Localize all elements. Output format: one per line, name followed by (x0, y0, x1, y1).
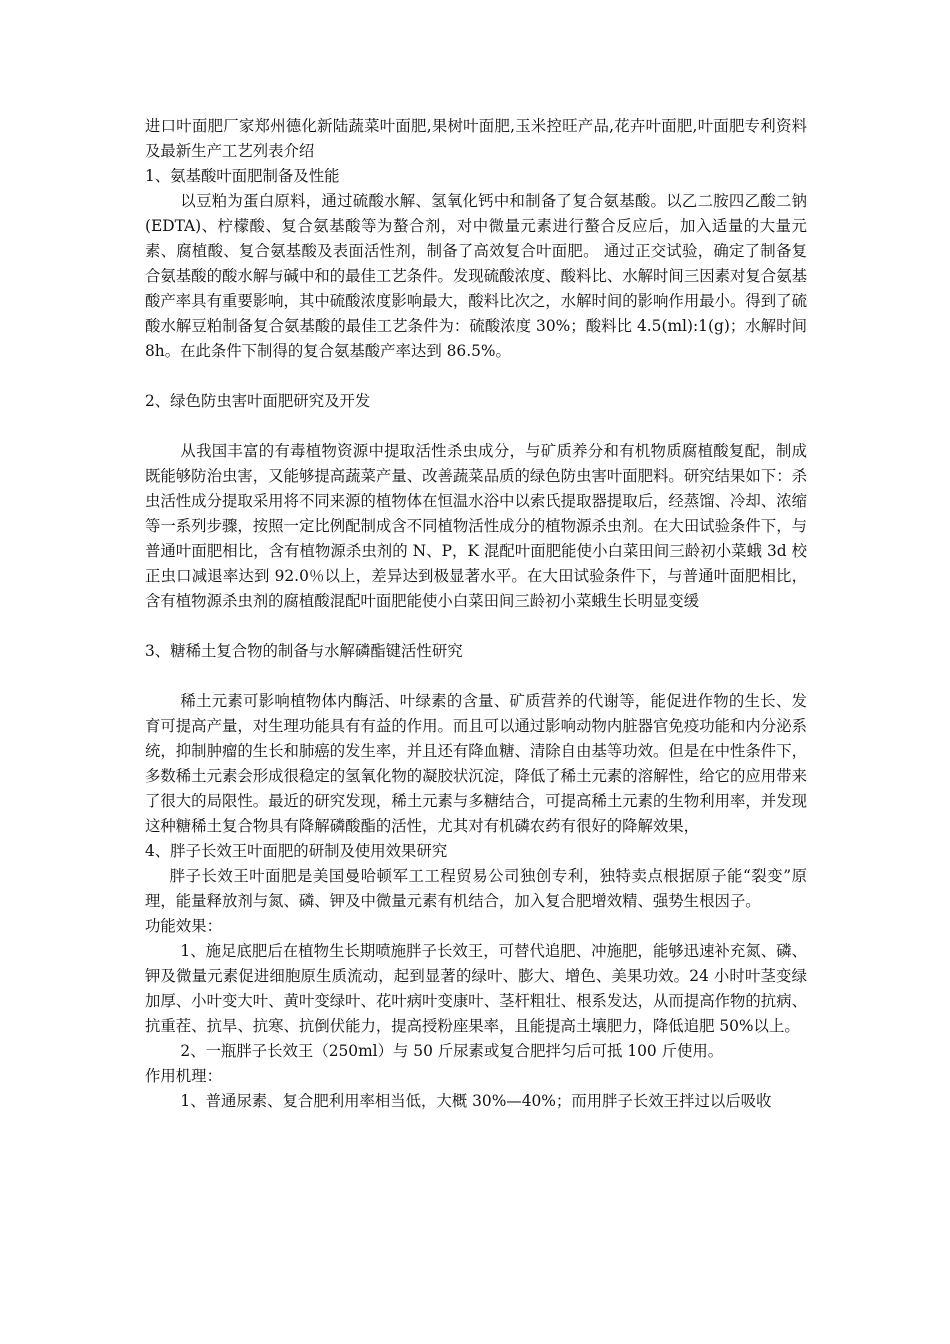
section-2-paragraph: 从我国丰富的有毒植物资源中提取活性杀虫成分，与矿质养分和有机物质腐植酸复配，制成既能够防治虫害，又能够提高蔬菜产量、改善蔬菜品质的绿色防虫害叶面肥料。研究结果如下：杀虫活性成分提取采用将不同来源的植物体在恒温水浴中以索氏提取器提取后，经蒸馏、冷却、浓缩等一系列步骤，按照一定比例配制成含不同植物活性成分的植物源杀虫剂。在大田试验条件下，与普通叶面肥相比，含有植物源杀虫剂的 N、P，K 混配叶面肥能使小白菜田间三龄初小菜蛾 3d 校正虫口减退率达到 92.0％以上，差异达到极显著水平。在大田试验条件下，与普通叶面肥相比，含有植物源杀虫剂的腐植酸混配叶面肥能使小白菜田间三龄初小菜蛾生长明显变缓 (145, 442, 807, 610)
function-effects-label: 功能效果： (145, 917, 222, 935)
function-item-1: 1、施足底肥后在植物生长期喷施胖子长效王，可替代追肥、冲施肥，能够迅速补充氮、磷、钾及微量元素促进细胞原生质流动，起到显著的绿叶、膨大、增色、美果功效。24 小时叶茎变绿加厚、小叶变大叶、黄叶变绿叶、花叶病叶变康叶、茎杆粗壮、根系发达，从而提高作物的抗病、抗重茬、抗旱、抗寒、抗倒伏能力，提高授粉座果率，且能提高土壤肥力，降低追肥 50%以上。 (145, 942, 807, 1035)
document-title: 进口叶面肥厂家郑州德化新陆蔬菜叶面肥,果树叶面肥,玉米控旺产品,花卉叶面肥,叶面肥专利资料及最新生产工艺列表介绍 (145, 117, 807, 160)
section-1-heading: 1、氨基酸叶面肥制备及性能 (145, 167, 340, 185)
section-4-heading: 4、胖子长效王叶面肥的研制及使用效果研究 (145, 842, 448, 860)
mechanism-item-1: 1、普通尿素、复合肥利用率相当低，大概 30%—40%；而用胖子长效王拌过以后吸收 (180, 1092, 772, 1110)
section-1-paragraph: 以豆粕为蛋白原料，通过硫酸水解、氢氧化钙中和制备了复合氨基酸。以乙二胺四乙酸二钠(EDTA)、柠檬酸、复合氨基酸等为螯合剂，对中微量元素进行螯合反应后，加入适量的大量元素、腐植酸、复合氨基酸及表面活性剂，制备了高效复合叶面肥。 通过正交试验，确定了制备复合氨基酸的酸水解与碱中和的最佳工艺条件。发现硫酸浓度、酸料比、水解时间三因素对复合氨基酸产率具有重要影响，其中硫酸浓度影响最大，酸料比次之，水解时间的影响作用最小。得到了硫酸水解豆粕制备复合氨基酸的最佳工艺条件为：硫酸浓度 30%；酸料比 4.5(ml):1(g)；水解时间 8h。在此条件下制得的复合氨基酸产率达到 86.5%。 (145, 192, 807, 360)
section-3-heading: 3、糖稀土复合物的制备与水解磷酯键活性研究 (145, 642, 463, 660)
mechanism-label: 作用机理： (145, 1067, 222, 1085)
document-page (145, 114, 807, 1114)
section-2-heading: 2、绿色防虫害叶面肥研究及开发 (145, 392, 371, 410)
section-4-paragraph: 胖子长效王叶面肥是美国曼哈顿军工工程贸易公司独创专利，独特卖点根据原子能“裂变”原理，能量释放剂与氮、磷、钾及中微量元素有机结合，加入复合肥增效精、强势生根因子。 (145, 867, 807, 910)
function-item-2: 2、一瓶胖子长效王（250ml）与 50 斤尿素或复合肥拌匀后可抵 100 斤使用。 (180, 1042, 724, 1060)
section-3-paragraph: 稀土元素可影响植物体内酶活、叶绿素的含量、矿质营养的代谢等，能促进作物的生长、发育可提高产量，对生理功能具有有益的作用。而且可以通过影响动物内脏器官免疫功能和内分泌系统，抑制肿瘤的生长和肺癌的发生率，并且还有降血糖、清除自由基等功效。但是在中性条件下，多数稀土元素会形成很稳定的氢氧化物的凝胶状沉淀，降低了稀土元素的溶解性，给它的应用带来了很大的局限性。最近的研究发现，稀土元素与多糖结合，可提高稀土元素的生物利用率，并发现这种糖稀土复合物具有降解磷酸酯的活性，尤其对有机磷农药有很好的降解效果， (145, 692, 807, 835)
